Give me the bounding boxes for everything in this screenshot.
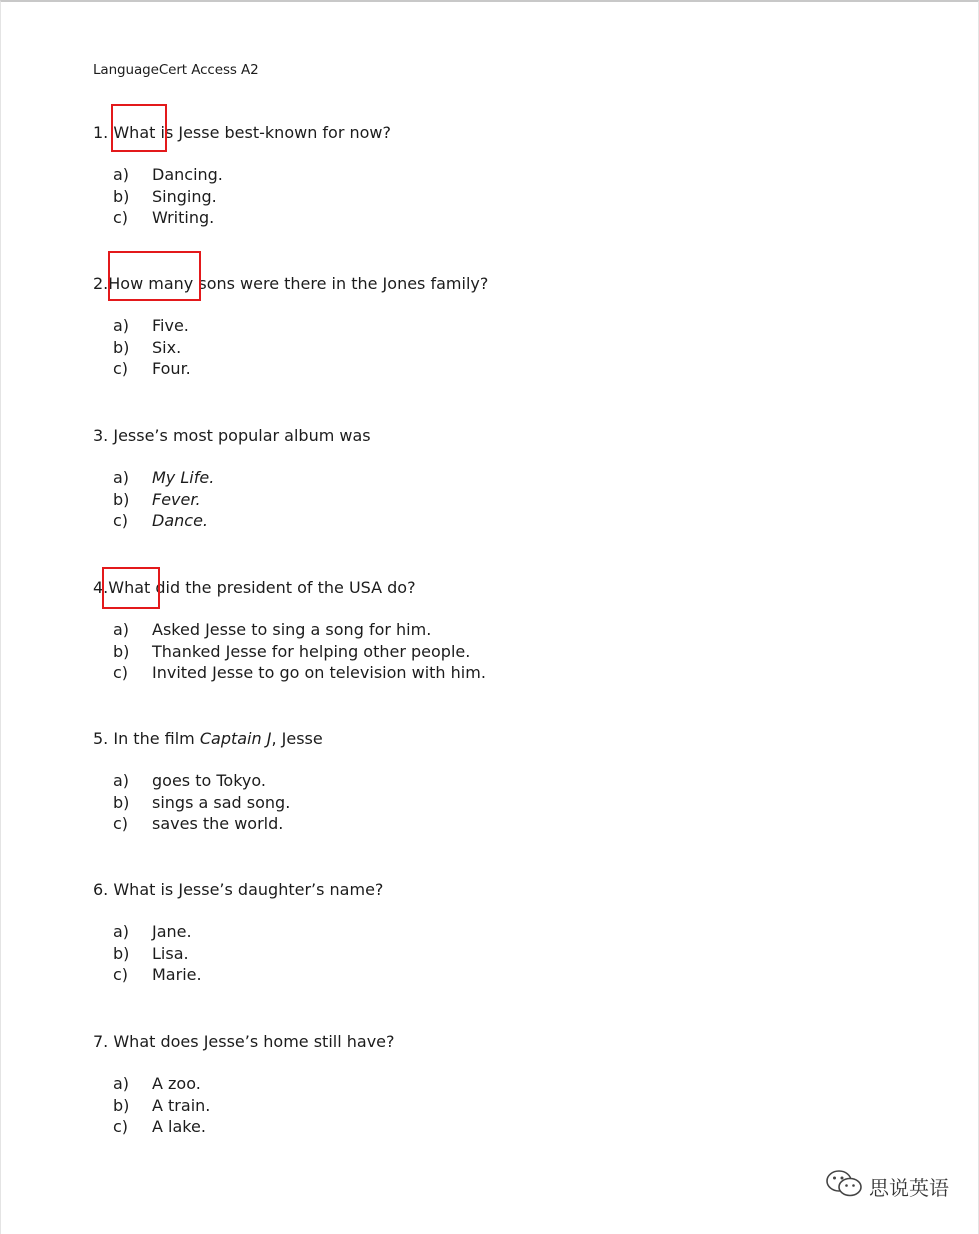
option-b: b) Fever. [113, 489, 201, 509]
option-c: c) Invited Jesse to go on television with him. [113, 663, 486, 683]
option-b: b) Six. [113, 337, 182, 357]
question-1 [93, 122, 893, 229]
question-5 [93, 728, 893, 835]
option-a: a) My Life. [113, 468, 215, 487]
question-4 [93, 577, 893, 684]
question-text: 1. What is Jesse best-known for now? [93, 123, 392, 142]
option-b: b) Lisa. [113, 943, 189, 963]
option-c: c) saves the world. [113, 814, 284, 834]
option-c: c) Four. [113, 359, 191, 379]
document-header: LanguageCert Access A2 [93, 62, 259, 78]
option-c: c) Dance. [113, 511, 208, 531]
question-6 [93, 879, 893, 986]
options-list [93, 921, 893, 986]
options-list [93, 467, 893, 532]
question-text: 7. What does Jesse’s home still have? [93, 1032, 395, 1051]
highlight-box [108, 251, 201, 301]
question-text: 5. In the film Captain J, Jesse [93, 729, 323, 748]
question-2 [93, 273, 893, 380]
question-3 [93, 425, 893, 532]
question-7 [93, 1031, 893, 1138]
option-a: a) Dancing. [113, 165, 223, 184]
options-list [93, 770, 893, 835]
option-a: a) Asked Jesse to sing a song for him. [113, 620, 432, 639]
question-text: 6. What is Jesse’s daughter’s name? [93, 880, 384, 899]
wechat-icon [825, 1169, 863, 1204]
question-text: 3. Jesse’s most popular album was [93, 426, 371, 445]
option-a: a) A zoo. [113, 1074, 201, 1093]
option-b: b) Singing. [113, 186, 217, 206]
watermark [825, 1169, 949, 1204]
options-list [93, 164, 893, 229]
option-a: a) goes to Tokyo. [113, 771, 266, 790]
option-c: c) Marie. [113, 965, 202, 985]
option-c: c) Writing. [113, 208, 215, 228]
question-text: 2.How many sons were there in the Jones family? [93, 274, 489, 293]
option-b: b) A train. [113, 1095, 211, 1115]
option-b: b) sings a sad song. [113, 792, 291, 812]
option-a: a) Five. [113, 316, 189, 335]
options-list [93, 619, 893, 684]
highlight-box [102, 567, 160, 609]
option-a: a) Jane. [113, 922, 192, 941]
question-text: 4.What did the president of the USA do? [93, 578, 416, 597]
option-b: b) Thanked Jesse for helping other people. [113, 641, 471, 661]
watermark-text: 思说英语 [869, 1176, 949, 1200]
options-list [93, 315, 893, 380]
highlight-box [111, 104, 167, 152]
option-c: c) A lake. [113, 1117, 206, 1137]
options-list [93, 1073, 893, 1138]
